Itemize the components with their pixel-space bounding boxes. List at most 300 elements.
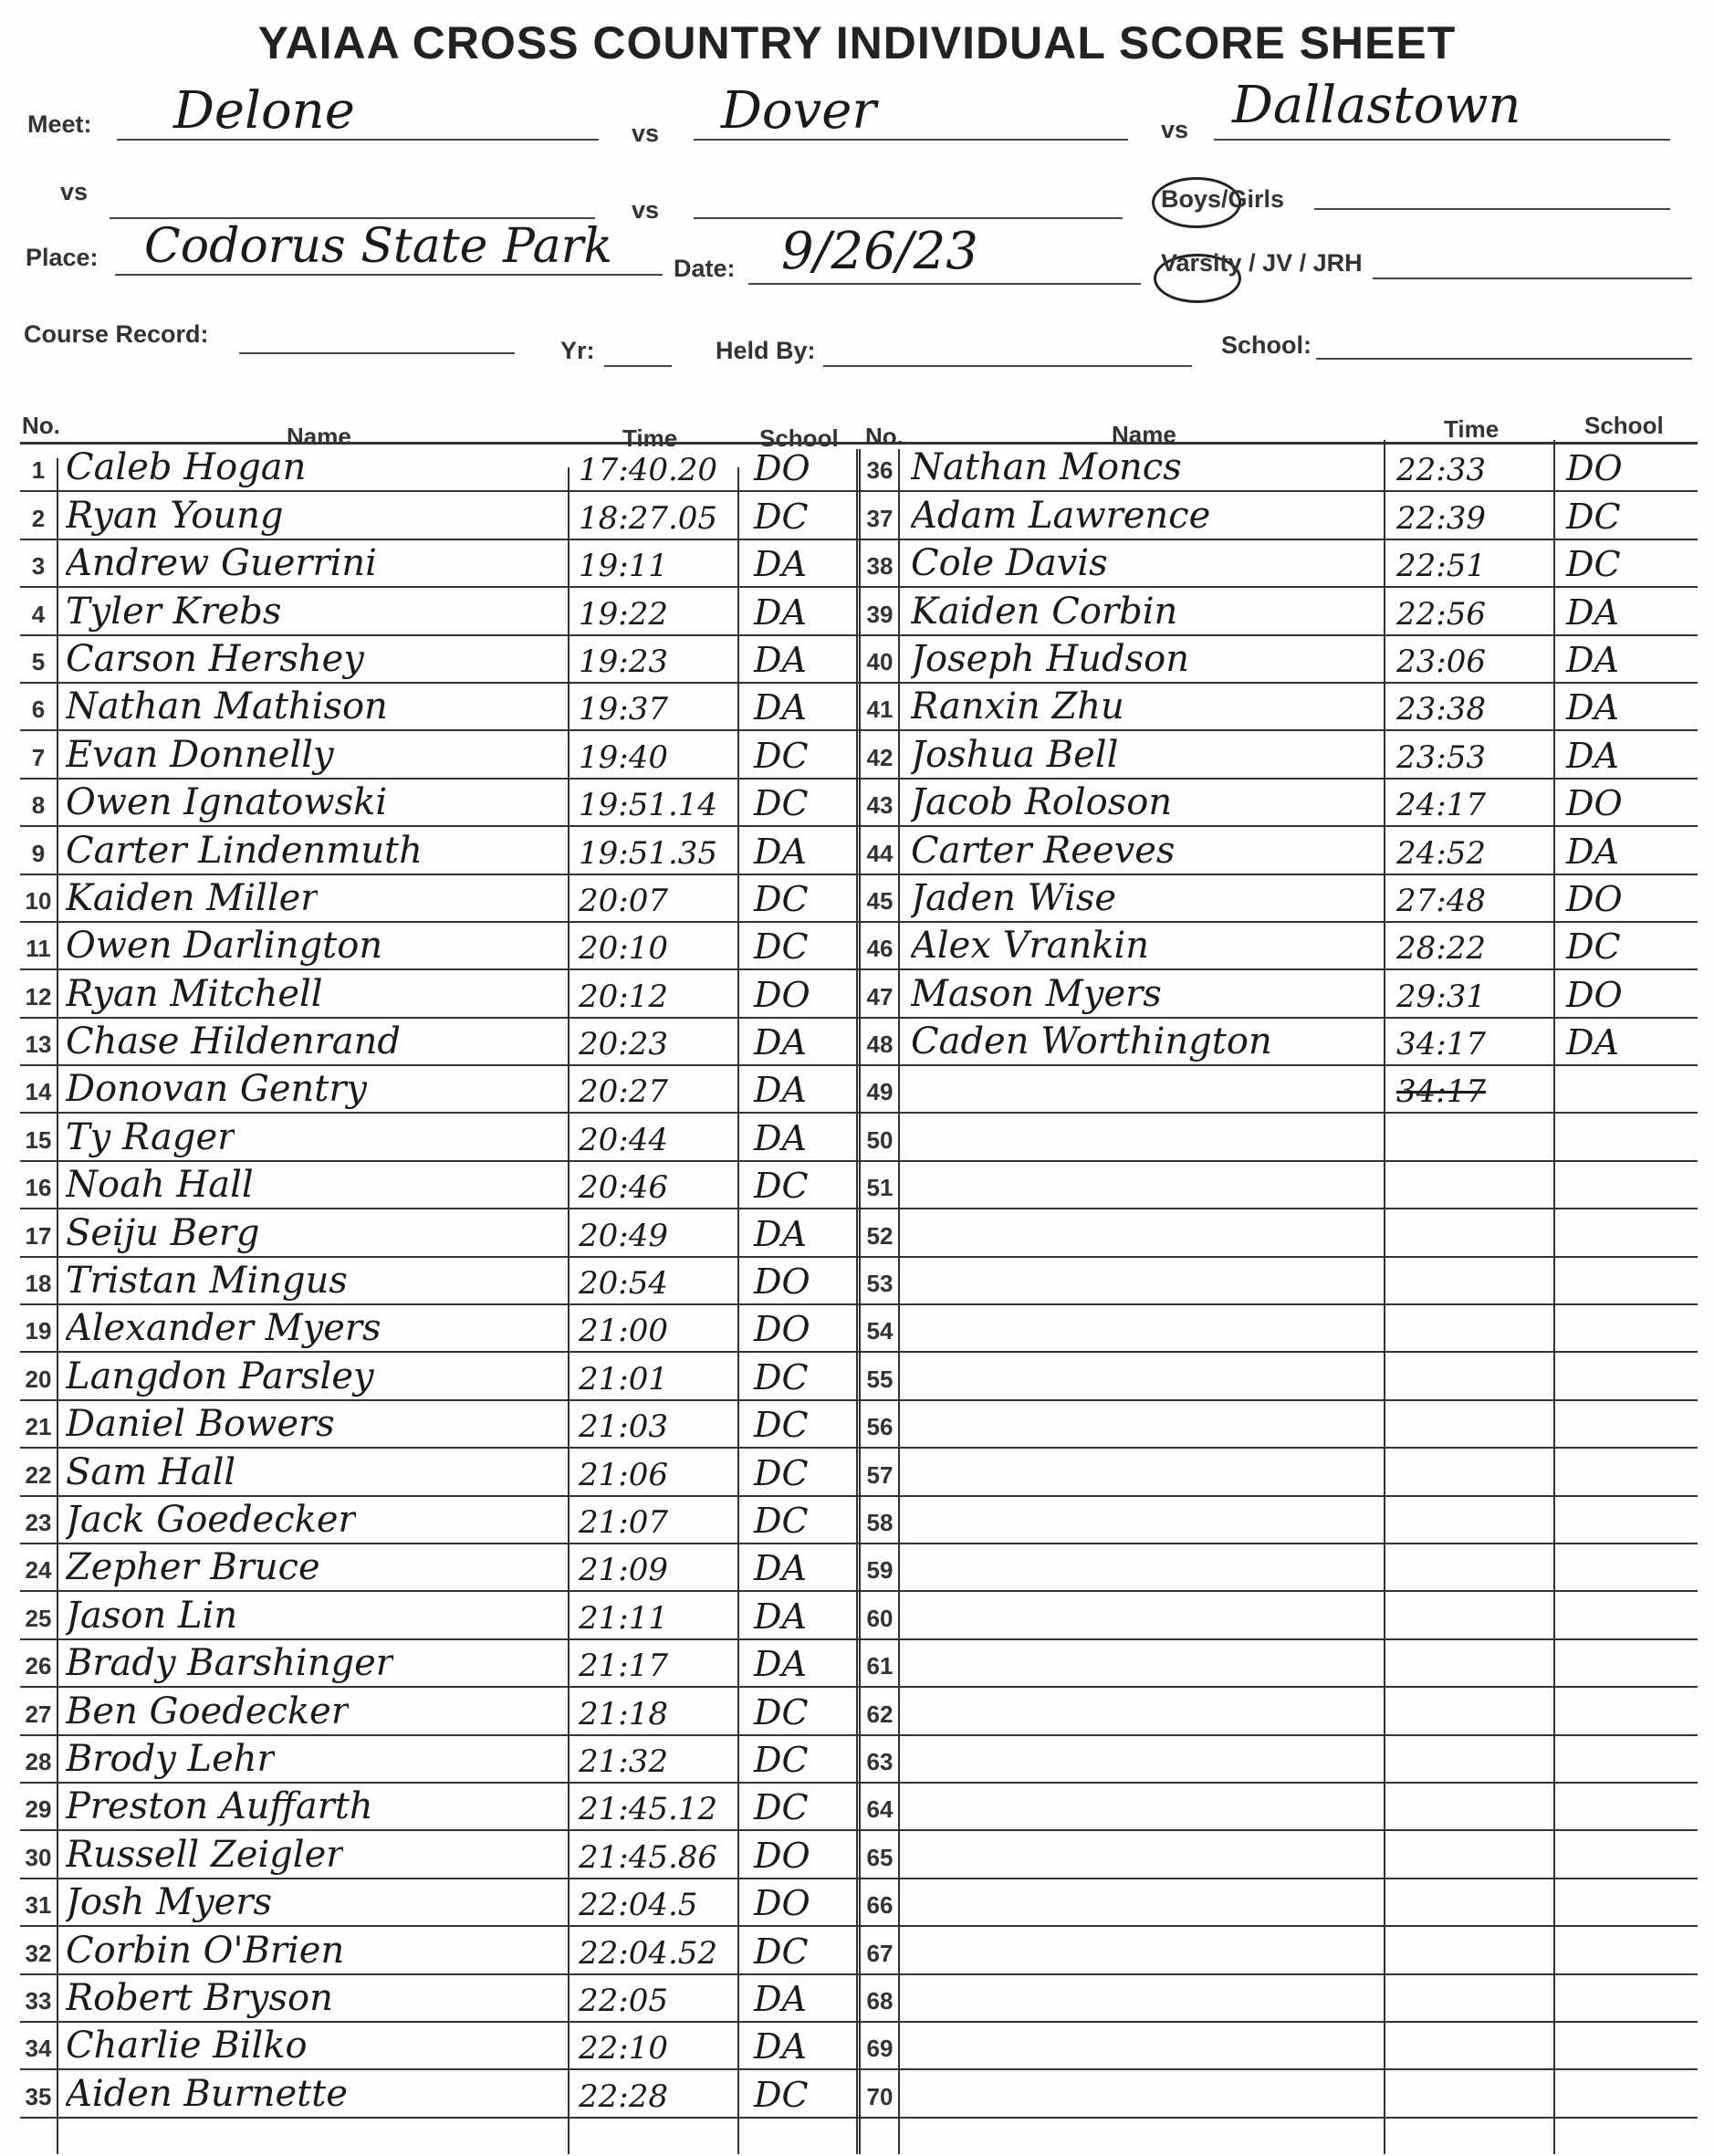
place-number: 22 [25,1460,52,1489]
header-name-left: Name [287,423,351,450]
school-code[interactable]: DC [754,926,809,968]
place-number: 21 [25,1413,52,1441]
runner-name[interactable]: Corbin O'Brien [66,1929,345,1972]
result-row [858,1784,1698,1831]
place-number: 55 [866,1365,894,1393]
runner-name[interactable]: Andrew Guerrini [66,542,377,585]
runner-name[interactable]: Carson Hershey [66,637,364,680]
school-code[interactable]: DA [1566,831,1619,872]
runner-name[interactable]: Tristan Mingus [66,1260,348,1303]
result-row [858,540,1698,588]
finish-time[interactable]: 19:51.14 [579,787,718,824]
result-row [20,1401,858,1449]
header-time-left: Time [622,424,678,452]
runner-name[interactable]: Noah Hall [66,1164,254,1207]
place-number: 16 [25,1174,52,1202]
runner-name[interactable]: Joshua Bell [911,733,1119,776]
result-row [858,1019,1698,1066]
runner-name[interactable]: Owen Darlington [66,925,383,968]
place-number: 69 [866,2035,894,2063]
date-field[interactable]: 9/26/23 [781,222,978,281]
runner-name[interactable]: Caleb Hogan [66,446,307,489]
finish-time[interactable]: 22:04.5 [579,1887,698,1924]
place-number: 20 [25,1365,52,1393]
result-row [20,1736,858,1784]
runner-name[interactable]: Jaden Wise [911,876,1117,919]
result-row [858,780,1698,827]
result-row [20,923,858,970]
runner-name[interactable]: Charlie Bilko [66,2025,308,2067]
place-number: 8 [31,791,46,820]
place-number: 1 [31,456,46,485]
place-number: 36 [866,456,894,485]
school-code[interactable]: DO [1566,974,1623,1015]
place-number: 39 [866,600,894,628]
school-code[interactable]: DC [754,878,809,919]
header-name-right: Name [1112,421,1176,448]
runner-name[interactable]: Daniel Bowers [66,1403,335,1446]
finish-time[interactable]: 24:52 [1396,834,1486,872]
school-code[interactable]: DA [1566,735,1619,776]
place-number: 44 [866,839,894,867]
level-options-label[interactable]: Varsity / JV / JRH [1161,249,1363,277]
result-row [858,1258,1698,1305]
runner-name[interactable]: Owen Ignatowski [66,781,388,824]
finish-time[interactable]: 20:54 [579,1265,668,1303]
school-code[interactable]: DO [754,1309,810,1350]
yr-label: Yr: [560,337,595,364]
finish-time[interactable]: 22:10 [579,2030,668,2067]
place-number: 31 [25,1891,52,1920]
runner-name[interactable]: Carter Reeves [911,829,1176,872]
finish-time[interactable]: 21:45.86 [579,1838,718,1876]
finish-time[interactable]: 23:38 [1396,691,1486,728]
runner-name[interactable]: Ty Rager [66,1115,235,1158]
place-line [115,274,663,276]
finish-time[interactable]: 20:10 [579,930,668,968]
runner-name[interactable]: Ben Goedecker [66,1690,349,1732]
finish-time[interactable]: 19:40 [579,738,668,776]
school-code[interactable]: DA [754,1070,807,1111]
place-number: 70 [866,2082,894,2110]
runner-name[interactable]: Joseph Hudson [911,637,1190,680]
school-code[interactable]: DC [754,1166,809,1207]
runner-name[interactable]: Kaiden Corbin [911,590,1178,633]
meet-team3-field[interactable]: Dallastown [1232,76,1521,135]
school-code[interactable]: DO [754,1261,810,1303]
runner-name[interactable]: Alex Vrankin [911,925,1150,968]
result-row [20,588,858,635]
level-line [1373,277,1692,279]
result-row [858,970,1698,1018]
finish-time[interactable]: 22:04.52 [579,1934,718,1972]
meet-team5-line [694,217,1123,219]
result-row [858,1927,1698,1974]
place-number: 7 [31,743,46,771]
school-code[interactable]: DC [754,1452,809,1493]
result-row [20,1449,858,1496]
school-code[interactable]: DA [754,1213,807,1254]
runner-name[interactable]: Caden Worthington [911,1020,1272,1063]
place-number: 2 [31,504,46,532]
rule-right-time [1384,440,1385,2154]
result-row [20,540,858,588]
school-code[interactable]: DO [754,974,810,1015]
place-number: 67 [866,1939,894,1967]
finish-time[interactable]: 21:11 [579,1599,668,1637]
school-label: School: [1221,331,1312,359]
place-label: Place: [26,244,99,271]
place-number: 34 [25,2035,52,2063]
finish-time[interactable]: 22:05 [579,1982,668,2019]
school-code[interactable]: DA [754,1596,807,1637]
school-line [1316,358,1692,360]
place-number: 19 [25,1317,52,1345]
finish-time[interactable]: 23:53 [1396,738,1486,776]
place-number: 15 [25,1125,52,1154]
finish-time[interactable]: 22:39 [1396,499,1486,537]
finish-time[interactable]: 29:31 [1396,978,1486,1015]
place-number: 59 [866,1556,894,1585]
result-row [858,1162,1698,1209]
date-line [748,283,1141,285]
result-row [858,588,1698,635]
place-number: 64 [866,1795,894,1824]
result-row [20,1592,858,1639]
runner-name[interactable]: Russell Zeigler [66,1833,344,1876]
finish-time[interactable]: 20:49 [579,1217,668,1254]
finish-time[interactable]: 20:07 [579,882,668,919]
finish-time[interactable]: 19:23 [579,643,668,680]
finish-time[interactable]: 21:45.12 [579,1791,718,1828]
finish-time[interactable]: 28:22 [1396,930,1486,968]
finish-time[interactable]: 21:00 [579,1313,668,1350]
runner-name[interactable]: Tyler Krebs [66,590,282,633]
school-code[interactable]: DA [754,1117,807,1158]
school-code[interactable]: DO [1566,783,1623,824]
rule-middle [856,449,861,2154]
runner-name[interactable]: Langdon Parsley [66,1355,374,1397]
school-code[interactable]: DO [1566,448,1623,489]
place-number: 9 [31,839,46,867]
rule-left-school [737,467,739,2154]
result-row [20,970,858,1018]
school-code[interactable]: DC [754,735,809,776]
result-row [858,636,1698,684]
rule-right-school [1553,440,1555,2154]
finish-time[interactable]: 21:18 [579,1695,668,1732]
place-number: 17 [25,1221,52,1250]
place-number: 45 [866,886,894,915]
school-code[interactable]: DC [754,1405,809,1446]
school-code[interactable]: DA [754,2026,807,2067]
school-code[interactable]: DC [754,1500,809,1541]
school-code[interactable]: DA [754,687,807,728]
place-number: 28 [25,1747,52,1775]
finish-time[interactable]: 19:22 [579,595,668,633]
result-row [20,731,858,779]
result-row [858,1544,1698,1592]
school-code[interactable]: DO [754,1835,810,1876]
result-row [20,684,858,731]
school-code[interactable]: DO [1566,878,1623,919]
runner-name[interactable]: Alexander Myers [66,1307,381,1350]
runner-name[interactable]: Cole Davis [911,542,1108,585]
finish-time[interactable]: 19:37 [579,691,668,728]
place-number: 26 [25,1652,52,1680]
school-code[interactable]: DA [754,639,807,680]
finish-time[interactable]: 34:17 [1396,1026,1486,1063]
place-number: 29 [25,1795,52,1824]
place-number: 24 [25,1556,52,1585]
result-row [20,1209,858,1257]
place-number: 13 [25,1031,52,1059]
result-row [20,2070,858,2118]
runner-name[interactable]: Evan Donnelly [66,733,334,776]
held-by-line [823,365,1192,367]
place-number: 60 [866,1604,894,1632]
result-row [20,1879,858,1927]
header-no-right: No. [865,423,904,450]
runner-name[interactable]: Carter Lindenmuth [66,829,423,872]
vs-label-3: vs [60,178,89,205]
school-code[interactable]: DA [754,544,807,585]
school-code[interactable]: DA [754,1644,807,1685]
finish-time[interactable]: 27:48 [1396,882,1486,919]
place-number: 30 [25,1843,52,1871]
place-row [0,219,1714,290]
result-row [858,1305,1698,1353]
result-row [858,1066,1698,1114]
meet-team2-field[interactable]: Dover [721,81,877,141]
place-number: 63 [866,1747,894,1775]
result-row [20,1688,858,1735]
finish-time[interactable]: 20:46 [579,1169,668,1207]
sheet-title: YAIAA CROSS COUNTRY INDIVIDUAL SCORE SHEET [257,17,1457,68]
finish-time[interactable]: 20:12 [579,978,668,1015]
finish-time[interactable]: 22:56 [1396,595,1486,633]
result-row [858,875,1698,923]
place-field[interactable]: Codorus State Park [144,219,612,274]
results-column-left [20,442,858,2119]
place-number: 68 [866,1986,894,2015]
result-row [20,1784,858,1831]
runner-name[interactable]: Ryan Young [66,494,284,537]
result-row [858,1831,1698,1879]
result-row [858,1497,1698,1544]
place-number: 37 [866,504,894,532]
place-number: 38 [866,552,894,581]
vs-label-2: vs [1161,116,1189,143]
rule-left-time [568,467,570,2154]
runner-name[interactable]: Ranxin Zhu [911,686,1124,728]
place-number: 5 [31,647,46,675]
result-row [858,492,1698,539]
place-number: 61 [866,1652,894,1680]
place-number: 46 [866,935,894,963]
result-row [858,1209,1698,1257]
results-table [20,394,1698,2147]
school-code[interactable]: DC [754,1356,809,1397]
school-code[interactable]: DC [754,1931,809,1972]
result-row [858,1688,1698,1735]
place-number: 53 [866,1270,894,1298]
runner-name[interactable]: Nathan Mathison [66,686,388,728]
finish-time[interactable]: 23:06 [1396,643,1486,680]
result-row [858,2023,1698,2070]
result-row [20,1066,858,1114]
result-row [858,1879,1698,1927]
runner-name[interactable]: Adam Lawrence [911,494,1211,537]
place-number: 27 [25,1700,52,1728]
finish-time[interactable]: 20:27 [579,1073,668,1111]
result-row [858,1401,1698,1449]
result-row [858,1592,1698,1639]
finish-time[interactable]: 19:11 [579,548,668,585]
place-number: 11 [26,935,51,963]
finish-time[interactable]: 24:17 [1396,787,1486,824]
school-code[interactable]: DC [754,783,809,824]
school-code[interactable]: DA [754,1548,807,1589]
finish-time[interactable]: 22:28 [579,2078,668,2115]
finish-time[interactable]: 21:06 [579,1456,668,1493]
school-code[interactable]: DA [1566,1022,1619,1063]
runner-name[interactable]: Donovan Gentry [66,1068,368,1111]
school-code[interactable]: DC [754,1739,809,1780]
finish-time[interactable]: 20:44 [579,1121,668,1158]
runner-name[interactable]: Preston Auffarth [66,1785,373,1828]
runner-name[interactable]: Chase Hildenrand [66,1020,401,1063]
header-school-right: School [1584,412,1664,439]
runner-name[interactable]: Aiden Burnette [66,2072,348,2115]
school-code[interactable]: DA [754,591,807,633]
school-code[interactable]: DC [1566,926,1621,968]
header-school-left: School [759,424,839,452]
course-record-label: Course Record: [24,320,209,348]
place-number: 62 [866,1700,894,1728]
gender-options-label[interactable]: Boys/Girls [1161,185,1285,213]
school-code[interactable]: DA [754,1022,807,1063]
finish-time[interactable]: 21:09 [579,1552,668,1589]
result-row [858,731,1698,779]
school-code[interactable]: DA [754,831,807,872]
school-code[interactable]: DC [1566,496,1621,537]
runner-name[interactable]: Jack Goedecker [66,1498,356,1541]
runner-name[interactable]: Brady Barshinger [66,1642,393,1685]
vs-label-1: vs [632,120,660,147]
finish-time[interactable]: 21:03 [579,1408,668,1446]
meet-row [0,76,1714,152]
place-number: 47 [866,982,894,1010]
meet-team1-field[interactable]: Delone [173,81,355,141]
runner-name[interactable]: Zepher Bruce [66,1546,320,1589]
runner-name[interactable]: Josh Myers [66,1881,272,1924]
runner-name[interactable]: Ryan Mitchell [66,972,323,1015]
place-number: 4 [31,600,46,628]
runner-name[interactable]: Seiju Berg [66,1211,260,1254]
course-record-line [239,352,515,354]
school-code[interactable]: DO [754,1883,810,1924]
school-code[interactable]: DA [1566,687,1619,728]
school-code[interactable]: DO [754,448,810,489]
runner-name[interactable]: Kaiden Miller [66,876,319,919]
result-row [20,1831,858,1879]
school-code[interactable]: DA [1566,591,1619,633]
finish-time[interactable]: 22:33 [1396,452,1486,489]
place-number: 56 [866,1413,894,1441]
place-number: 49 [866,1078,894,1106]
finish-time[interactable]: 21:07 [579,1503,668,1541]
place-number: 58 [866,1508,894,1536]
school-code[interactable]: DC [754,1691,809,1732]
place-number: 50 [866,1125,894,1154]
school-code[interactable]: DC [754,2074,809,2115]
runner-name[interactable]: Mason Myers [911,972,1162,1015]
result-row [858,827,1698,874]
school-code[interactable]: DA [1566,639,1619,680]
school-code[interactable]: DC [1566,544,1621,585]
result-row [858,1353,1698,1400]
runner-name[interactable]: Jacob Roloson [911,781,1173,824]
runner-name[interactable]: Robert Bryson [66,1976,333,2019]
gender-line [1314,208,1670,210]
finish-time[interactable]: 21:01 [579,1360,668,1397]
runner-name[interactable]: Nathan Moncs [911,446,1182,489]
runner-name[interactable]: Sam Hall [66,1450,236,1493]
result-row [858,923,1698,970]
finish-time[interactable]: 21:17 [579,1648,668,1685]
place-number: 40 [866,647,894,675]
school-code[interactable]: DA [754,1978,807,2019]
finish-time[interactable]: 19:51.35 [579,834,718,872]
finish-time[interactable]: 17:40.20 [579,452,718,489]
result-row [20,1544,858,1592]
finish-time[interactable]: 22:51 [1396,548,1486,585]
result-row [20,1114,858,1161]
result-row [858,1975,1698,2023]
result-row [858,2070,1698,2118]
school-code[interactable]: DC [754,496,809,537]
place-number: 42 [866,743,894,771]
result-row [858,1640,1698,1688]
place-number: 3 [31,552,46,581]
result-row [20,492,858,539]
finish-time[interactable]: 20:23 [579,1026,668,1063]
meet-team3-line [1214,139,1670,141]
result-row [858,1114,1698,1161]
finish-time[interactable]: 21:32 [579,1743,668,1780]
place-number: 51 [866,1174,894,1202]
place-number: 32 [25,1939,52,1967]
finish-time[interactable]: 18:27.05 [579,499,718,537]
place-number: 35 [25,2082,52,2110]
place-number: 66 [866,1891,894,1920]
place-number: 12 [25,982,52,1010]
course-record-row [0,309,1714,372]
result-row [20,827,858,874]
result-row [858,445,1698,492]
result-row [20,636,858,684]
finish-time[interactable]: 34:17 [1396,1073,1486,1111]
runner-name[interactable]: Jason Lin [66,1594,238,1637]
runner-name[interactable]: Brody Lehr [66,1737,275,1780]
header-no-left: No. [22,412,60,439]
place-number: 10 [25,886,52,915]
school-code[interactable]: DC [754,1787,809,1828]
meet-label: Meet: [27,110,92,138]
result-row [20,1975,858,2023]
date-label: Date: [674,255,736,282]
